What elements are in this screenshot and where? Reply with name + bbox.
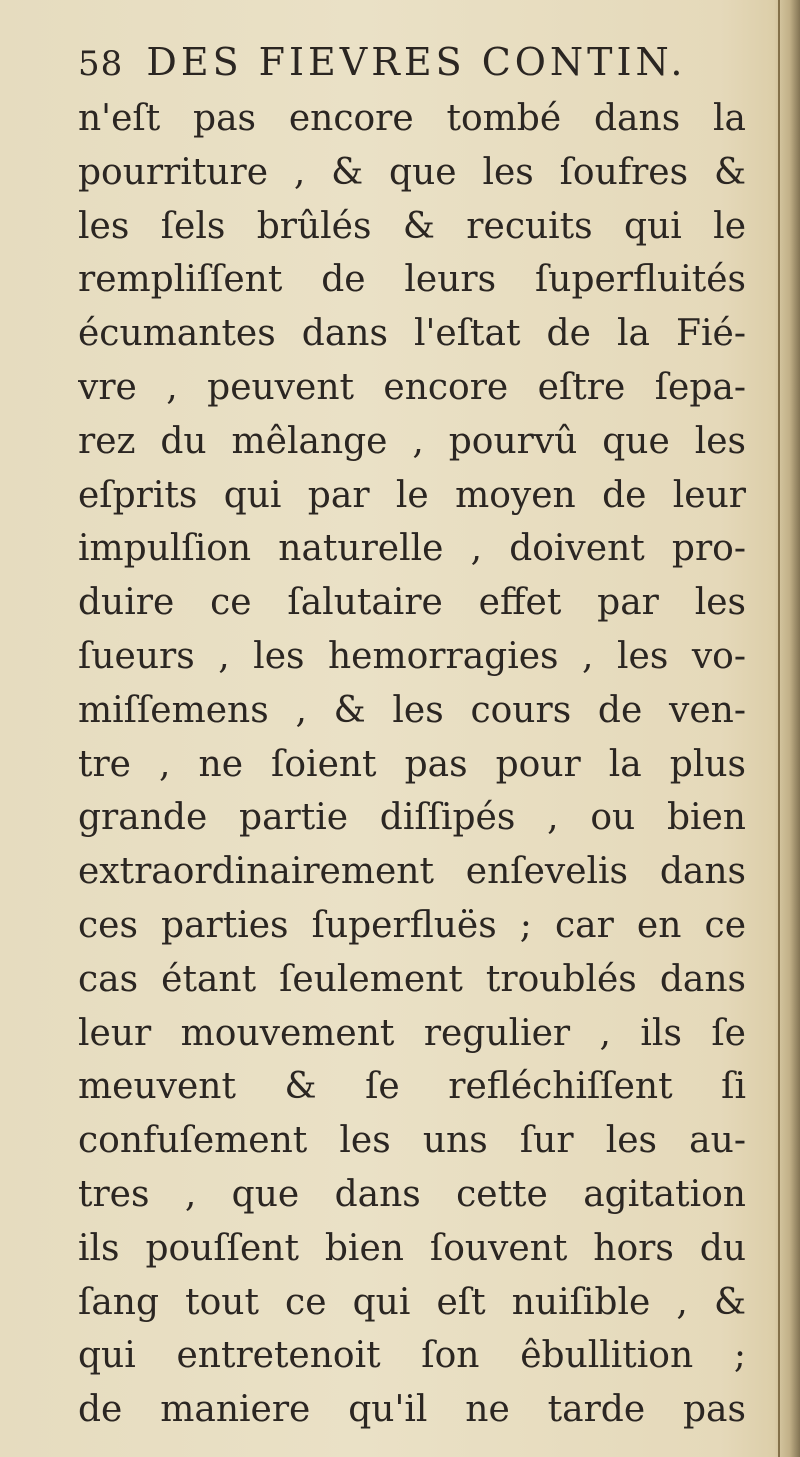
text-line: tre , ne ſoient pas pour la plus [78, 743, 746, 785]
body-text [78, 92, 746, 1437]
text-line: rez du mêlange , pourvû que les [78, 420, 746, 462]
text-line: meuvent & ſe refléchiſſent ſi [78, 1066, 746, 1108]
text-line: ils pouſſent bien ſouvent hors du [78, 1227, 746, 1269]
page-edge-line [778, 0, 780, 1457]
text-line: duire ce ſalutaire effet par les [78, 582, 746, 624]
text-line: tres , que dans cette agitation [78, 1173, 746, 1215]
text-line: miſſemens , & les cours de ven- [78, 689, 746, 731]
text-line: ſang tout ce qui eſt nuiſible , & [78, 1281, 746, 1323]
page-number: 58 [78, 44, 124, 84]
text-line: de maniere qu'il ne tarde pas [78, 1389, 746, 1431]
text-line: qui entretenoit ſon êbullition ; [78, 1335, 746, 1377]
text-line: leur mouvement regulier , ils ſe [78, 1012, 746, 1054]
text-line: les ſels brûlés & recuits qui le [78, 205, 746, 247]
text-line: eſprits qui par le moyen de leur [78, 474, 746, 516]
text-line: impulſion naturelle , doivent pro- [78, 528, 746, 570]
text-line: confuſement les uns ſur les au- [78, 1120, 746, 1162]
text-line: cas étant ſeulement troublés dans [78, 958, 746, 1000]
text-line: ſueurs , les hemorragies , les vo- [78, 635, 746, 677]
text-line: extraordinairement enſevelis dans [78, 851, 746, 893]
page-header [78, 40, 738, 90]
text-line: ces parties ſuperfluës ; car en ce [78, 904, 746, 946]
text-line: écumantes dans l'eſtat de la Fié- [78, 313, 746, 355]
text-line: vre , peuvent encore eſtre ſepa- [78, 366, 746, 408]
running-title: DES FIEVRES CONTIN. [146, 40, 687, 84]
text-line: grande partie diſſipés , ou bien [78, 797, 746, 839]
text-line: pourriture , & que les ſoufres & [78, 151, 746, 193]
text-line: rempliſſent de leurs ſuperfluités [78, 259, 746, 301]
text-line: n'eſt pas encore tombé dans la [78, 98, 746, 139]
